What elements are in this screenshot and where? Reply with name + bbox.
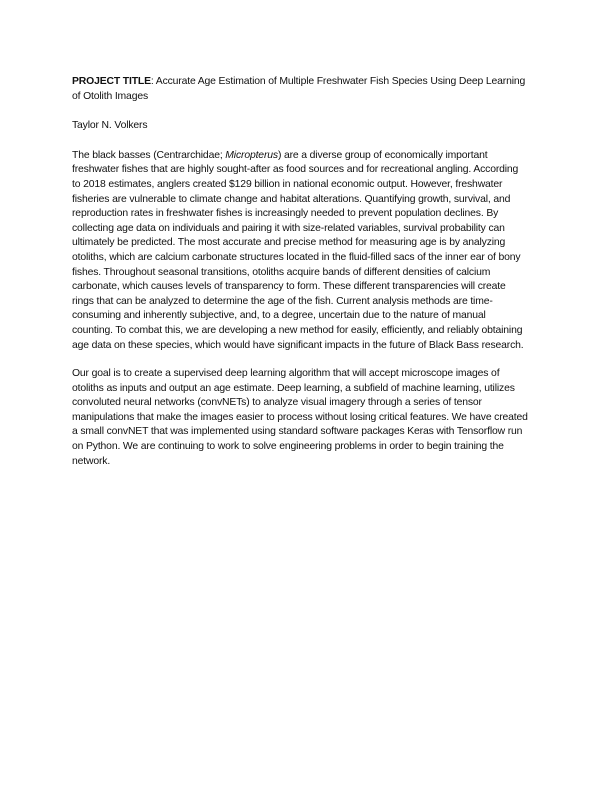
paragraph-introduction (72, 149, 528, 353)
project-title (72, 75, 528, 104)
paragraph-goal: Our goal is to create a supervised deep learning algorithm that will accept microscope images of otoliths as inputs and output an age estimate. Deep learning, a subfield of machine learning, utilizes convoluted neural networks (convNETs) to analyze visual imagery through a series of tensor manipulations that make the images easier to process without losing critical features. We have created a small convNET that was implemented using standard software packages Keras with Tensorflow run on Python. We are continuing to work to solve engineering problems in order to begin training the network. (72, 368, 528, 467)
paragraph-introduction-start: The black basses (Centrarchidae; (72, 149, 226, 161)
document-body (72, 75, 528, 469)
author-name: Taylor N. Volkers (72, 120, 148, 132)
project-title-text: Accurate Age Estimation of Multiple Freshwater Fish Species Using Deep Learning of Otolith Images (72, 76, 526, 102)
project-title-label: PROJECT TITLE (72, 76, 151, 87)
genus-name-italic: Micropterus (225, 149, 278, 161)
paragraph-introduction-rest: ) are a diverse group of economically important freshwater fishes that are highly sought-after as food sources and for recreational angling. According to 2018 estimates, anglers created $129 billion in national economic output. However, freshwater fisheries are vulnerable to climate change and habitat alterations. Quantifying growth, survival, and reproduction rates in freshwater fishes is increasingly needed to prevent population declines. By collecting age data on individuals and pairing it with size-related variables, survival probability can ultimately be predicted. The most accurate and precise method for measuring age is by analyzing otoliths, which are calcium carbonate structures located in the fluid-filled sacs of the inner ear of bony fishes. Throughout seasonal transitions, otoliths acquire bands of different densities of calcium carbonate, which causes levels of transparency to form. These different transparencies will create rings that can be analyzed to determine the age of the fish. Current analysis methods are time-consuming and inherently subjective, and, to a degree, uncertain due to the nature of manual counting. To combat this, we are developing a new method for easily, efficiently, and reliably obtaining age data on these species, which would have significant impacts in the future of Black Bass research. (72, 149, 524, 351)
project-title-separator: : (150, 76, 154, 87)
